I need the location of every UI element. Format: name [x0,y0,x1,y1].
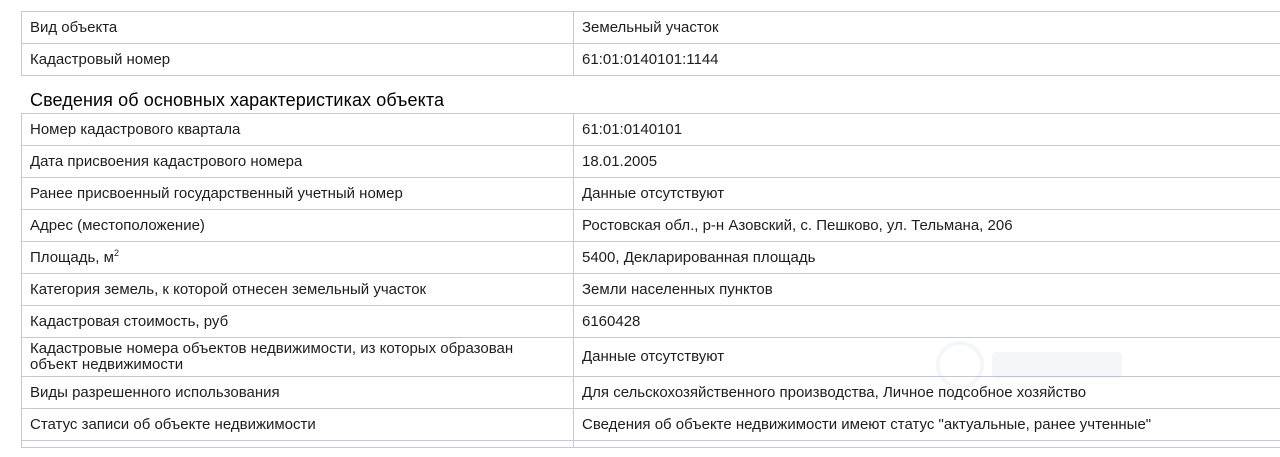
row-label: Вид объекта [22,12,574,44]
table-row [22,338,1280,377]
row-label: Статус записи об объекте недвижимости [22,409,574,441]
row-value [574,441,1280,448]
row-value: Земли населенных пунктов [574,274,1280,306]
row-label: Адрес (местоположение) [22,210,574,242]
row-label [22,441,574,448]
document-page [21,11,1280,448]
table-row [22,306,1280,338]
row-label: Номер кадастрового квартала [22,114,574,146]
object-table [21,11,1280,76]
area-unit-superscript: 2 [113,247,119,258]
row-value: 61:01:0140101:1144 [574,44,1280,76]
table-row [22,44,1280,76]
row-value: 5400, Декларированная площадь [574,242,1280,274]
table-row [22,377,1280,409]
table-row [22,210,1280,242]
row-value: Данные отсутствуют [574,178,1280,210]
row-value: Земельный участок [574,12,1280,44]
characteristics-table [21,113,1280,448]
table-row [22,178,1280,210]
row-label: Категория земель, к которой отнесен земельный участок [22,274,574,306]
row-value: 61:01:0140101 [574,114,1280,146]
row-value: Данные отсутствуют [574,338,1280,377]
row-label: Кадастровая стоимость, руб [22,306,574,338]
row-value: Для сельскохозяйственного производства, Личное подсобное хозяйство [574,377,1280,409]
table-row [22,114,1280,146]
section-title: Сведения об основных характеристиках объекта [30,90,445,110]
table-row [22,242,1280,274]
table-row [22,274,1280,306]
row-label: Дата присвоения кадастрового номера [22,146,574,178]
row-label: Кадастровые номера объектов недвижимости, из которых образован объект недвижимости [22,338,574,377]
row-value: 6160428 [574,306,1280,338]
row-label: Кадастровый номер [22,44,574,76]
table-row [22,12,1280,44]
table-row-partial [22,441,1280,448]
table-row [22,146,1280,178]
row-label: Ранее присвоенный государственный учетный номер [22,178,574,210]
area-label-text: Площадь, м [30,248,114,266]
row-value: Сведения об объекте недвижимости имеют статус "актуальные, ранее учтенные" [574,409,1280,441]
row-label [22,242,574,274]
row-value: 18.01.2005 [574,146,1280,178]
row-label: Виды разрешенного использования [22,377,574,409]
row-value: Ростовская обл., р-н Азовский, с. Пешково, ул. Тельмана, 206 [574,210,1280,242]
table-row [22,409,1280,441]
